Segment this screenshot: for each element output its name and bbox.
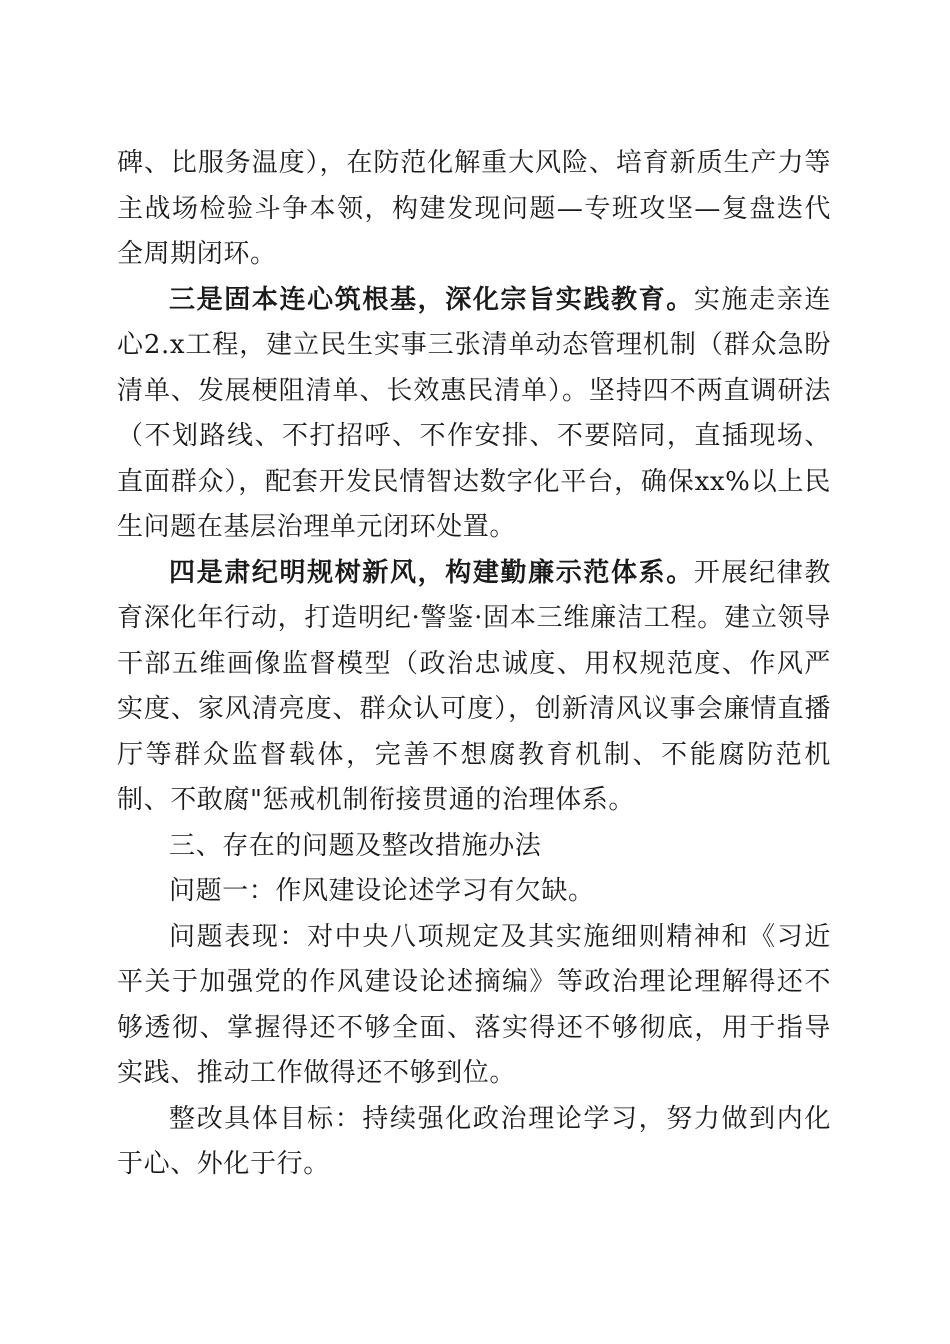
document-body xyxy=(117,141,831,1188)
paragraph-problem-manifestation xyxy=(117,915,831,1097)
paragraph-lead: 三是固本连心筑根基，深化宗旨实践教育。 xyxy=(169,284,694,315)
paragraph-point-three xyxy=(117,278,831,551)
paragraph-rectification-goal xyxy=(117,1097,831,1188)
paragraph-continuation xyxy=(117,141,831,278)
paragraph-problem-one xyxy=(117,869,831,915)
paragraph-text: 碑、比服务温度），在防范化解重大风险、培育新质生产力等主战场检验斗争本领，构建发现问题—专班攻坚—复盘迭代全周期闭环。 xyxy=(117,148,831,269)
paragraph-text: 整改具体目标：持续强化政治理论学习，努力做到内化于心、外化于行。 xyxy=(117,1103,831,1179)
paragraph-text: 开展纪律教育深化年行动，打造明纪·警鉴·固本三维廉洁工程。建立领导干部五维画像监督模型（政治忠诚度、用权规范度、作风严实度、家风清亮度、群众认可度），创新清风议事会廉情直播厅等群众监督载体，完善不想腐教育机制、不能腐防范机制、不敢腐"惩戒机制衔接贯通的治理体系。 xyxy=(117,557,831,815)
paragraph-text: 问题一：作风建设论述学习有欠缺。 xyxy=(169,876,595,906)
paragraph-text: 问题表现：对中央八项规定及其实施细则精神和《习近平关于加强党的作风建设论述摘编》等政治理论理解得还不够透彻、掌握得还不够全面、落实得还不够彻底，用于指导实践、推动工作做得还不够到位。 xyxy=(117,921,831,1088)
section-heading: 三、存在的问题及整改措施办法 xyxy=(169,830,542,861)
paragraph-point-four xyxy=(117,551,831,824)
paragraph-lead: 四是肃纪明规树新风，构建勤廉示范体系。 xyxy=(169,557,694,588)
paragraph-text: 实施走亲连心2.x工程，建立民生实事三张清单动态管理机制（群众急盼清单、发展梗阻清单、长效惠民清单）。坚持四不两直调研法（不划路线、不打招呼、不作安排、不要陪同，直插现场、直面群众），配套开发民情智达数字化平台，确保xx%以上民生问题在基层治理单元闭环处置。 xyxy=(117,284,831,542)
